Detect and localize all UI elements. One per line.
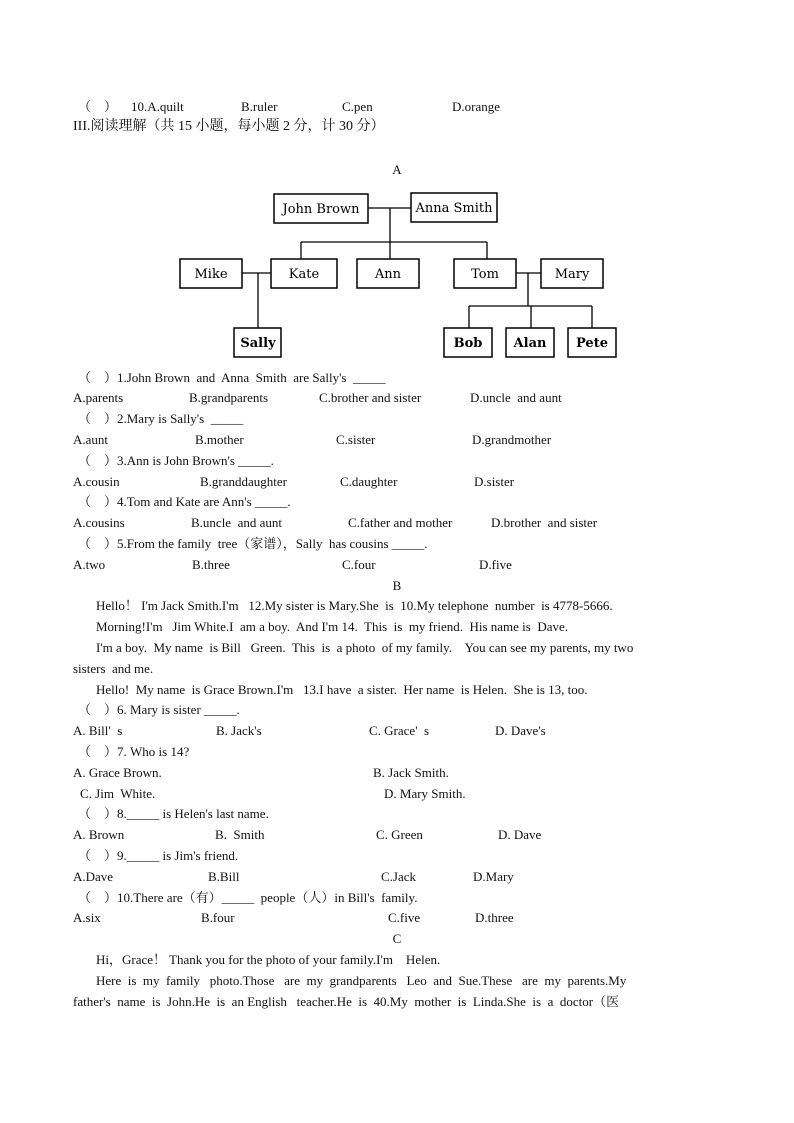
svg-text:Mike: Mike xyxy=(194,267,228,282)
passage-c-letter: C xyxy=(392,931,402,946)
q10-prev-paren: （ ） xyxy=(78,99,118,114)
q10-option-b: B.four xyxy=(201,910,235,925)
q4-option-b: B.uncle and aunt xyxy=(191,515,282,530)
passage-c-paragraph-1: Hi，Grace！ Thank you for the photo of your family.I'm Helen. xyxy=(96,952,441,967)
q6-option-a: A. Bill' s xyxy=(73,723,123,738)
node-mike xyxy=(180,259,242,288)
node-john-brown xyxy=(274,194,368,223)
svg-text:Anna Smith: Anna Smith xyxy=(415,201,493,216)
q8-option-c: C. Green xyxy=(376,827,423,842)
question-9-stem: （ ）9._____ is Jim's friend. xyxy=(78,848,239,863)
q2-option-c: C.sister xyxy=(336,432,376,447)
node-anna-smith xyxy=(411,193,497,222)
svg-text:Pete: Pete xyxy=(576,336,608,351)
q8-option-a: A. Brown xyxy=(73,827,125,842)
node-pete xyxy=(568,328,616,357)
q1-option-c: C.brother and sister xyxy=(319,390,422,405)
question-8-stem: （ ）8._____ is Helen's last name. xyxy=(78,806,269,821)
question-1-stem: （ ）1.John Brown and Anna Smith are Sally's _____ xyxy=(78,370,386,385)
q10-prev-option-b: B.ruler xyxy=(241,99,278,114)
q5-option-d: D.five xyxy=(479,557,512,572)
q6-option-c: C. Grace' s xyxy=(369,723,430,738)
node-mary xyxy=(541,259,603,288)
q9-option-a: A.Dave xyxy=(73,869,114,884)
q8-option-d: D. Dave xyxy=(498,827,542,842)
passage-c-paragraph-2: Here is my family photo.Those are my grandparents Leo and Sue.These are my parents.My xyxy=(96,973,627,988)
question-2-stem: （ ）2.Mary is Sally's _____ xyxy=(78,411,244,426)
q2-option-b: B.mother xyxy=(195,432,244,447)
passage-c-paragraph-2-cont: father's name is John.He is an English teacher.He is 40.My mother is Linda.She is a doctor（医 xyxy=(73,994,620,1009)
q6-option-d: D. Dave's xyxy=(495,723,546,738)
q4-option-c: C.father and mother xyxy=(348,515,453,530)
passage-b-letter: B xyxy=(392,578,402,593)
q4-option-d: D.brother and sister xyxy=(491,515,598,530)
q1-option-a: A.parents xyxy=(73,390,124,405)
svg-text:Mary: Mary xyxy=(554,267,590,282)
q7-option-c: C. Jim White. xyxy=(80,786,156,801)
q5-option-c: C.four xyxy=(342,557,376,572)
svg-text:Alan: Alan xyxy=(513,336,547,351)
q10-option-c: C.five xyxy=(388,910,421,925)
svg-text:Ann: Ann xyxy=(374,267,402,282)
question-3-stem: （ ）3.Ann is John Brown's _____. xyxy=(78,453,274,468)
q7-option-b: B. Jack Smith. xyxy=(373,765,449,780)
section-title: III.阅读理解（共 15 小题，每小题 2 分，计 30 分） xyxy=(73,119,385,134)
question-7-stem: （ ）7. Who is 14? xyxy=(78,744,190,759)
q10-prev-option-a: 10.A.quilt xyxy=(131,99,184,114)
svg-text:Bob: Bob xyxy=(453,336,483,351)
q9-option-d: D.Mary xyxy=(473,869,514,884)
node-ann xyxy=(357,259,419,288)
q5-option-b: B.three xyxy=(192,557,230,572)
question-6-stem: （ ）6. Mary is sister _____. xyxy=(78,702,240,717)
q2-option-a: A.aunt xyxy=(73,432,109,447)
q3-option-b: B.granddaughter xyxy=(200,474,288,489)
node-kate xyxy=(271,259,337,288)
q10-prev-option-c: C.pen xyxy=(342,99,373,114)
svg-text:John Brown: John Brown xyxy=(282,202,360,217)
node-alan xyxy=(506,328,554,357)
q5-option-a: A.two xyxy=(73,557,106,572)
q2-option-d: D.grandmother xyxy=(472,432,552,447)
q4-option-a: A.cousins xyxy=(73,515,125,530)
q1-option-b: B.grandparents xyxy=(189,390,269,405)
node-tom xyxy=(454,259,516,288)
passage-a-letter: A xyxy=(392,162,402,177)
q9-option-c: C.Jack xyxy=(381,869,417,884)
q3-option-a: A.cousin xyxy=(73,474,120,489)
passage-b-paragraph-3-cont: sisters and me. xyxy=(73,661,154,676)
q3-option-d: D.sister xyxy=(474,474,515,489)
passage-b-paragraph-2: Morning!I'm Jim White.I am a boy. And I'm 14. This is my friend. His name is Dave. xyxy=(96,619,569,634)
passage-b-paragraph-1: Hello！ I'm Jack Smith.I'm 12.My sister is Mary.She is 10.My telephone number is 4778-5666. xyxy=(96,598,613,613)
question-10-stem: （ ）10.There are（有）_____ people（人）in Bill's family. xyxy=(78,890,418,905)
q8-option-b: B. Smith xyxy=(215,827,265,842)
q6-option-b: B. Jack's xyxy=(216,723,262,738)
passage-b-paragraph-4: Hello! My name is Grace Brown.I'm 13.I have a sister. Her name is Helen. She is 13, too. xyxy=(96,682,588,697)
svg-text:Kate: Kate xyxy=(288,267,320,282)
family-tree-diagram xyxy=(0,0,794,370)
node-sally xyxy=(234,328,281,357)
q10-option-a: A.six xyxy=(73,910,101,925)
q7-option-a: A. Grace Brown. xyxy=(73,765,162,780)
svg-text:Tom: Tom xyxy=(471,267,499,282)
question-5-stem: （ ）5.From the family tree（家谱），Sally has cousins _____. xyxy=(78,536,428,551)
q1-option-d: D.uncle and aunt xyxy=(470,390,562,405)
question-4-stem: （ ）4.Tom and Kate are Ann's _____. xyxy=(78,494,291,509)
q10-prev-option-d: D.orange xyxy=(452,99,501,114)
passage-b-paragraph-3: I'm a boy. My name is Bill Green. This is a photo of my family. You can see my parents, my two xyxy=(96,640,634,655)
svg-text:Sally: Sally xyxy=(240,336,276,351)
q7-option-d: D. Mary Smith. xyxy=(384,786,466,801)
node-bob xyxy=(444,328,492,357)
q10-option-d: D.three xyxy=(475,910,514,925)
q9-option-b: B.Bill xyxy=(208,869,240,884)
q3-option-c: C.daughter xyxy=(340,474,398,489)
